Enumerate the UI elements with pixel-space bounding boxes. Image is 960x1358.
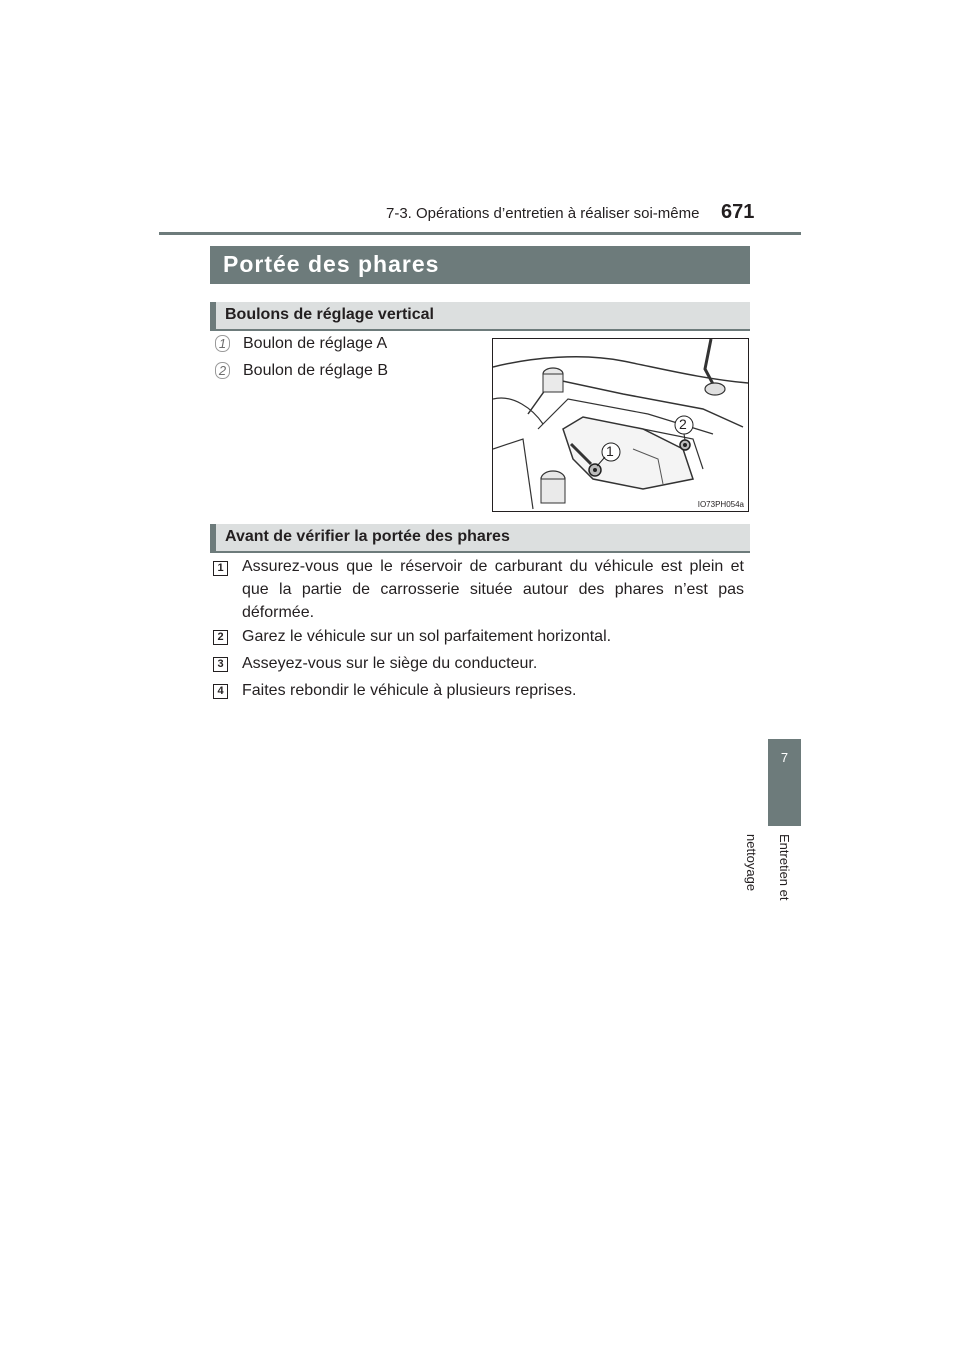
headlight-figure (492, 338, 749, 512)
headlight-illustration (493, 339, 748, 511)
figure-callout-1: 1 (606, 443, 614, 459)
chapter-tab-label: Entretien et nettoyage (744, 834, 792, 901)
header-rule (159, 232, 801, 235)
step-text: Garez le véhicule sur un sol parfaitement horizontal. (242, 628, 612, 645)
step-number: 1 (213, 561, 228, 576)
subhead-before-check (210, 524, 750, 551)
figure-code: IO73PH054a (697, 500, 744, 509)
callout-number: 2 (215, 362, 230, 379)
step-text: Faites rebondir le véhicule à plusieurs reprises. (242, 682, 577, 699)
subhead-underline (210, 551, 750, 553)
bolt-label-b: Boulon de réglage B (243, 362, 388, 379)
section-title: Portée des phares (210, 246, 750, 284)
figure-callout-2: 2 (679, 416, 687, 432)
step-number: 4 (213, 684, 228, 699)
subhead-before-check-label: Avant de vérifier la portée des phares (225, 528, 510, 545)
page-number: 671 (721, 201, 755, 223)
callout-number: 1 (215, 335, 230, 352)
step-number: 2 (213, 630, 228, 645)
subhead-underline (210, 329, 750, 331)
chapter-tab-number: 7 (780, 750, 789, 765)
bolt-label-a: Boulon de réglage A (243, 335, 388, 352)
step-text: Assurez-vous que le réservoir de carburant du véhicule est plein et que la partie de carrosserie située autour des phares n’est pas déformée. (242, 558, 744, 621)
running-head: 7-3. Opérations d’entretien à réaliser soi-même (386, 205, 700, 222)
step-text: Asseyez-vous sur le siège du conducteur. (242, 655, 538, 672)
step-number: 3 (213, 657, 228, 672)
subhead-vertical-bolts-label: Boulons de réglage vertical (225, 306, 434, 323)
subhead-vertical-bolts (210, 302, 750, 329)
